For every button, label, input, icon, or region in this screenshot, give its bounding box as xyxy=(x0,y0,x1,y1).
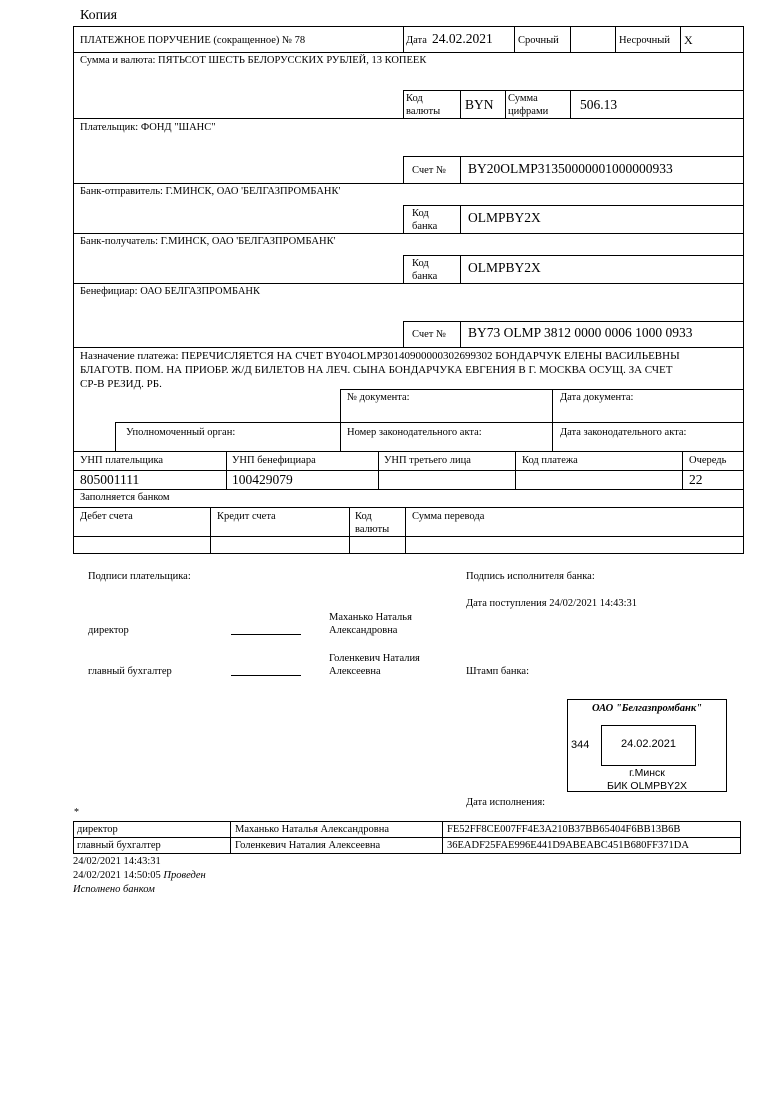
sign-row-hash: 36EADF25FAE996E441D9ABEABC451B680FF371DA xyxy=(447,840,689,851)
payer-label: Плательщик: ФОНД "ШАНС" xyxy=(80,122,216,133)
transfer-currency-label: Код валюты xyxy=(355,511,390,535)
sign-row-hash: FE52FF8CE007FF4E3A210B37BB65404F6BB13B6B xyxy=(447,824,681,835)
copy-label: Копия xyxy=(80,8,118,23)
director-signature-line xyxy=(231,634,301,635)
stamp-city: г.Минск xyxy=(629,767,665,779)
payer-signatures-label: Подписи плательщика: xyxy=(88,571,191,582)
amount-words: Сумма и валюта: ПЯТЬСОТ ШЕСТЬ БЕЛОРУССКИХ РУБЛЕЙ, 13 КОПЕЕК xyxy=(80,55,427,66)
nonurgent-label: Несрочный xyxy=(619,35,670,46)
stamp-date: 24.02.2021 xyxy=(620,738,677,750)
bank-section-label: Заполняется банком xyxy=(80,492,170,503)
amount-digits-label: Сумма цифрами xyxy=(508,93,549,117)
sender-bank-code-label: Код банка xyxy=(412,208,438,232)
footer-timestamp: 24/02/2021 14:43:31 xyxy=(73,856,161,867)
sign-row-role: директор xyxy=(77,824,118,835)
accountant-signature-line xyxy=(231,675,301,676)
received-date: Дата поступления 24/02/2021 14:43:31 xyxy=(466,598,638,609)
payer-account: BY20OLMP31350000001000000933 xyxy=(468,161,673,176)
unp-payer: 805001111 xyxy=(80,472,140,487)
unp-beneficiary-label: УНП бенефициара xyxy=(232,455,316,466)
unp-payer-label: УНП плательщика xyxy=(80,455,164,466)
asterisk-mark: * xyxy=(74,807,79,818)
director-label: директор xyxy=(88,625,129,636)
queue-value: 22 xyxy=(689,472,703,487)
currency-code: BYN xyxy=(465,97,494,112)
stamp-bik: БИК OLMPBY2X xyxy=(606,780,688,792)
sign-row-name: Голенкевич Наталия Алексеевна xyxy=(235,840,381,851)
currency-code-label: Код валюты xyxy=(406,93,441,117)
doc-date-label: Дата документа: xyxy=(560,392,634,403)
date-value: 24.02.2021 xyxy=(432,31,493,46)
authority-label: Уполномоченный орган: xyxy=(126,427,236,438)
execution-date-label: Дата исполнения: xyxy=(466,797,546,808)
stamp-label: Штамп банка: xyxy=(466,666,529,677)
sign-row-role: главный бухгалтер xyxy=(77,840,161,851)
nonurgent-mark: X xyxy=(684,33,693,47)
payer-account-label: Счет № xyxy=(412,165,447,176)
doc-number-label: № документа: xyxy=(347,392,410,403)
queue-label: Очередь xyxy=(689,455,727,466)
credit-label: Кредит счета xyxy=(217,511,276,522)
beneficiary-account: BY73 OLMP 3812 0000 0006 1000 0933 xyxy=(468,325,693,340)
unp-third-party-label: УНП третьего лица xyxy=(384,455,471,466)
receiver-bank-code: OLMPBY2X xyxy=(468,260,541,275)
unp-beneficiary: 100429079 xyxy=(232,472,293,487)
receiver-bank-code-label: Код банка xyxy=(412,258,438,282)
sender-bank-code: OLMPBY2X xyxy=(468,210,541,225)
beneficiary-account-label: Счет № xyxy=(412,329,447,340)
payment-purpose: Назначение платежа: ПЕРЕЧИСЛЯЕТСЯ НА СЧЕТ BY04OLMP30140900000302699302 БОНДАРЧУК ЕЛЕНЫ ВАСИЛЬЕВНЫ БЛАГОТВ. ПОМ. НА ПРИОБР. Ж/Д БИЛЕТОВ НА ЛЕЧ. СЫНА БОНДАРЧУКА ЕВГЕНИЯ В Г. МОСКВА ОСУЩ. ЗА СЧЕТ СР-В РЕЗИД. РБ. xyxy=(80,350,680,390)
stamp-number: 344 xyxy=(571,739,590,751)
accountant-name: Голенкевич Наталия Алексеевна xyxy=(329,653,420,677)
receiver-bank-label: Банк-получатель: Г.МИНСК, ОАО 'БЕЛГАЗПРОМБАНК' xyxy=(80,236,336,247)
payment-code-label: Код платежа xyxy=(522,455,578,466)
urgent-label: Срочный xyxy=(518,35,559,46)
transfer-amount-label: Сумма перевода xyxy=(412,511,485,522)
sender-bank-label: Банк-отправитель: Г.МИНСК, ОАО 'БЕЛГАЗПРОМБАНК' xyxy=(80,186,341,197)
date-label: Дата xyxy=(406,35,427,46)
act-number-label: Номер законодательного акта: xyxy=(347,427,482,438)
director-name: Маханько Наталья Александровна xyxy=(329,612,412,636)
amount-digits: 506.13 xyxy=(580,97,618,112)
accountant-label: главный бухгалтер xyxy=(88,666,172,677)
stamp-bank-name: ОАО "Белгазпромбанк" xyxy=(591,703,702,714)
footer-executed: Исполнено банком xyxy=(73,884,155,895)
document-title: ПЛАТЕЖНОЕ ПОРУЧЕНИЕ (сокращенное) № 78 xyxy=(80,35,306,46)
sign-row-name: Маханько Наталья Александровна xyxy=(235,824,390,835)
footer-processed: 24/02/2021 14:50:05 Проведен xyxy=(73,870,206,881)
act-date-label: Дата законодательного акта: xyxy=(560,427,687,438)
bank-signature-label: Подпись исполнителя банка: xyxy=(466,571,595,582)
beneficiary-label: Бенефициар: ОАО БЕЛГАЗПРОМБАНК xyxy=(80,286,261,297)
debit-label: Дебет счета xyxy=(80,511,133,522)
